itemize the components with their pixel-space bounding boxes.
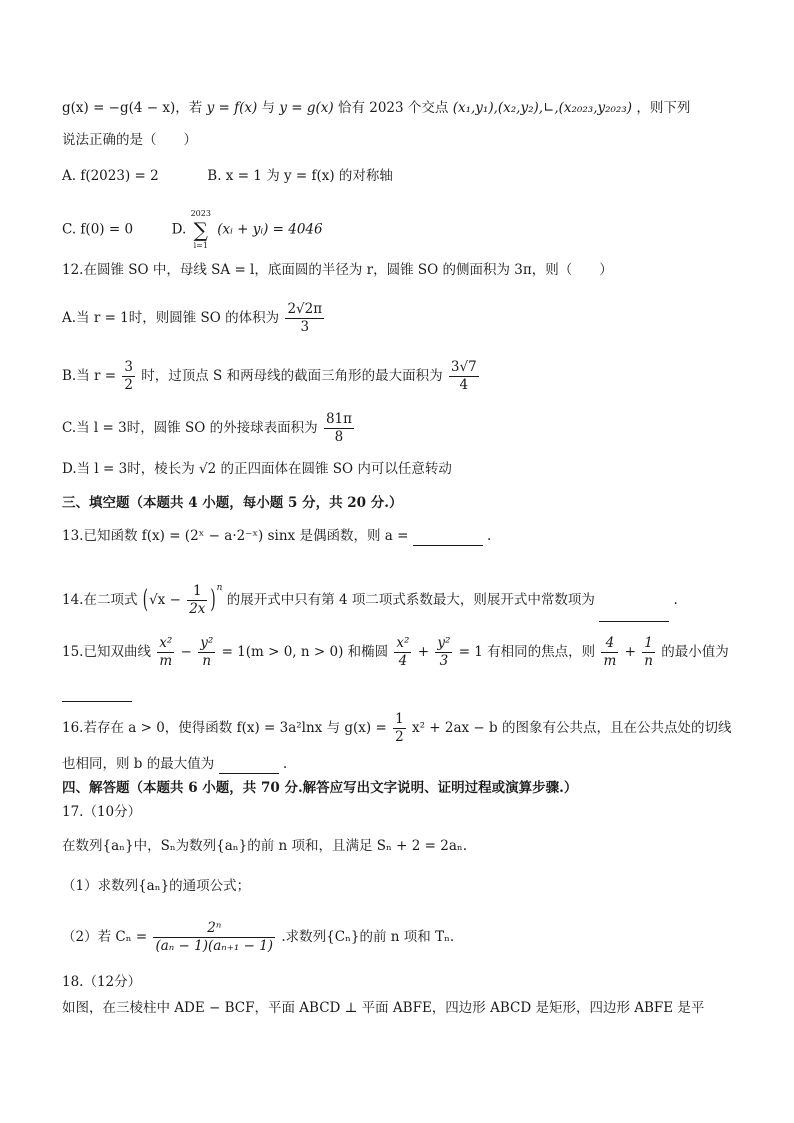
q11-text-a: g(x) = −g(4 − x)，若 (62, 100, 203, 116)
q15-answer-blank[interactable] (62, 687, 132, 702)
q14-fraction (187, 583, 207, 618)
q15-frac3 (394, 635, 411, 670)
q14-numerator: 1 (187, 583, 207, 601)
q15-n6: 1 (642, 635, 655, 653)
q16-numerator: 1 (395, 711, 404, 727)
q14-answer-blank[interactable] (599, 607, 669, 622)
q12-b-fraction2 (449, 359, 479, 394)
q15-d4: 3 (439, 653, 449, 669)
q11-text-c: 与 (261, 100, 276, 116)
q17-part2 (62, 915, 732, 959)
q12-option-b (62, 356, 732, 396)
q15-mid: = 1(m > 0, n > 0) 和椭圆 (221, 644, 389, 660)
q16-answer-blank[interactable] (219, 759, 279, 774)
q15-d2: n (202, 653, 212, 669)
q14-end: . (673, 592, 678, 608)
q13-answer-blank[interactable] (413, 531, 483, 546)
q15-text-post: 的最小值为 (661, 644, 729, 660)
q11-option-b: B. x = 1 为 y = f(x) 的对称轴 (207, 168, 393, 184)
q17-stem: 在数列{aₙ}中，Sₙ为数列{aₙ}的前 n 项和，且满足 Sₙ + 2 = 2aₙ. (62, 838, 468, 854)
q12-a-fraction (285, 301, 324, 336)
q15-n4: y² (437, 635, 451, 651)
q12-b-text-mid: 时，过顶点 S 和两母线的截面三角形的最大面积为 (141, 368, 443, 384)
section-3-heading: 三、填空题（本题共 4 小题，每小题 5 分，共 20 分.） (62, 495, 403, 511)
q16-line2-text: 也相同，则 b 的最大值为 (62, 756, 215, 772)
q14-expr: √x − (149, 592, 181, 608)
q11-option-d-label: D. (171, 221, 187, 238)
q11-text-e: 恰有 2023 个交点 (337, 100, 449, 116)
q11-text-f: (x₁,y₁),(x₂,y₂),∟,(x₂₀₂₃,y₂₀₂₃) (452, 100, 633, 116)
sum-upper-limit: 2023 (190, 209, 211, 218)
q12-b-numerator: 3 (124, 359, 133, 375)
q16-line2 (62, 754, 732, 774)
q14-exponent: n (216, 583, 223, 593)
q13-text: 13.已知函数 f(x) = (2ˣ − a·2⁻ˣ) sinx 是偶函数，则 a = (62, 528, 409, 544)
q15-d3: 4 (398, 653, 408, 669)
q12-a-text: A.当 r = 1时，则圆锥 SO 的体积为 (62, 310, 280, 326)
q16-end: . (282, 756, 288, 772)
q15-d1: m (159, 653, 173, 669)
q12-option-c (62, 408, 732, 448)
q12-c-numerator: 81π (325, 411, 352, 427)
q14-text: 14.在二项式 (62, 592, 138, 608)
q14-denominator: 2x (189, 601, 206, 617)
q12-option-d: D.当 l = 3时，棱长为 √2 的正四面体在圆锥 SO 内可以任意转动 (62, 461, 452, 477)
q11-options-cd (62, 208, 732, 252)
q15-frac4 (435, 635, 452, 670)
q17-fraction (153, 920, 275, 955)
q16-text: 16.若存在 a > 0，使得函数 f(x) = 3a²lnx 与 g(x) = (62, 720, 387, 736)
q11-option-a: A. f(2023) = 2 (62, 168, 159, 184)
q15-plus2: + (624, 644, 636, 660)
q15-n2: y² (200, 635, 214, 651)
q12-c-text: C.当 l = 3时，圆锥 SO 的外接球表面积为 (62, 420, 318, 436)
q15-text: 15.已知双曲线 (62, 644, 151, 660)
q17-denominator: (aₙ − 1)(aₙ₊₁ − 1) (155, 938, 274, 954)
q15-frac2 (198, 635, 215, 670)
q15 (62, 630, 732, 674)
q15-n1: x² (159, 635, 173, 651)
q15-mid2: = 1 有相同的焦点，则 (458, 644, 596, 660)
q12-b-fraction1 (122, 359, 135, 394)
q17-part2-post: .求数列{Cₙ}的前 n 项和 Tₙ. (281, 929, 455, 945)
q12-b-text: B.当 r = (62, 368, 117, 384)
q11-option-c: C. f(0) = 0 (62, 221, 134, 238)
q15-n5: 4 (601, 635, 618, 653)
q15-frac6 (642, 635, 655, 670)
q17-part1: （1）求数列{aₙ}的通项公式； (62, 878, 251, 894)
q15-n3: x² (396, 635, 410, 651)
q11-line1 (62, 98, 732, 118)
section-4-heading: 四、解答题（本题共 6 小题，共 70 分.解答应写出文字说明、证明过程或演算步骤.） (62, 780, 578, 796)
q11-option-d: (xᵢ + yᵢ) = 4046 (217, 221, 323, 238)
q12-b-numerator2: 3√7 (450, 359, 477, 375)
q17-score: 17.（10分） (62, 804, 142, 820)
sum-lower-limit: i=1 (193, 241, 208, 250)
q11-line2: 说法正确的是（ ） (62, 132, 197, 148)
q16-fraction (393, 711, 406, 746)
q12-a-numerator: 2√2π (287, 301, 323, 317)
q13 (62, 526, 732, 546)
q15-frac5 (601, 635, 618, 670)
q12-b-denominator2: 4 (459, 377, 469, 393)
q15-d5: m (603, 653, 617, 669)
q11-text-b: y = f(x) (206, 100, 258, 116)
q18-score: 18.（12分） (62, 974, 142, 990)
q15-answer-line (62, 682, 732, 702)
q12-b-denominator: 2 (124, 377, 133, 393)
q12-stem: 12.在圆锥 SO 中，母线 SA = l，底面圆的半径为 r，圆锥 SO 的侧面积为 3π，则（ ） (62, 262, 613, 278)
q13-end: . (487, 528, 492, 544)
q16-denominator: 2 (395, 729, 404, 745)
q17-part2-text: （2）若 Cₙ = (62, 929, 148, 945)
q17-numerator: 2ⁿ (153, 920, 275, 938)
q15-plus: + (417, 644, 430, 660)
q16-line1 (62, 708, 732, 748)
q12-a-denominator: 3 (300, 319, 310, 335)
q14: 14.在二项式 (√x − $\frac{1}{2x}$ )$^n$ 的展开式中只有第 4 项二项式系数最大，则展开式中常数项为 . (62, 566, 732, 622)
q18-stem: 如图，在三棱柱中 ADE − BCF，平面 ABCD ⊥ 平面 ABFE，四边形 ABCD 是矩形，四边形 ABFE 是平 (62, 1000, 705, 1016)
q15-frac1 (157, 635, 174, 670)
q12-c-denominator: 8 (334, 429, 344, 445)
q16-text-post: x² + 2ax − b 的图象有公共点，且在公共点处的切线 (411, 720, 732, 736)
summation-symbol: 2023 ∑ i=1 (190, 209, 211, 250)
q11-options-ab (62, 166, 732, 186)
q15-minus: − (180, 644, 192, 660)
q12-option-a (62, 298, 732, 338)
q14-text-post: 的展开式中只有第 4 项二项式系数最大，则展开式中常数项为 (226, 592, 595, 608)
q12-c-fraction (324, 411, 354, 446)
q11-text-d: y = g(x) (279, 100, 334, 116)
q11-text-g: ，则下列 (636, 100, 691, 116)
q15-d6: n (644, 653, 653, 669)
